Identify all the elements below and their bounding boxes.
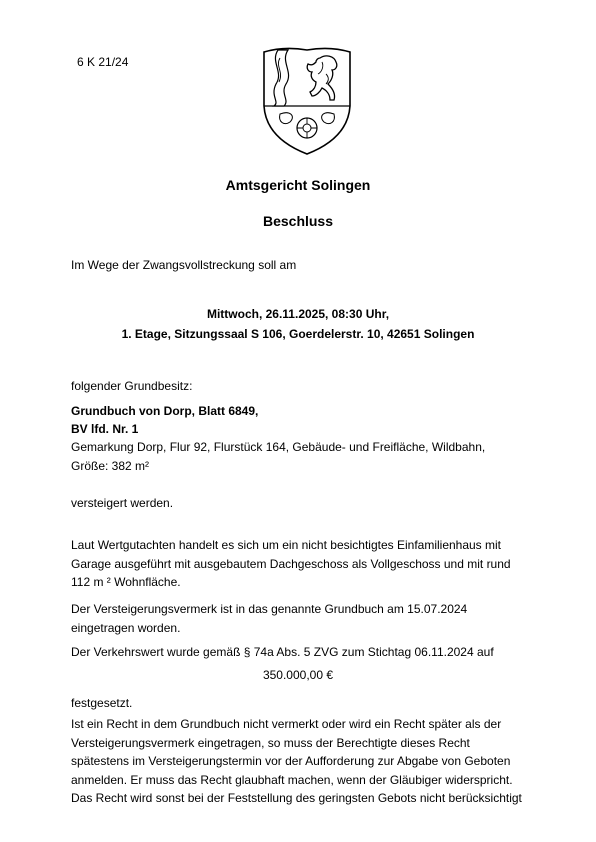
- text-line: eingetragen worden.: [71, 620, 181, 635]
- auction-date: Mittwoch, 26.11.2025, 08:30 Uhr,: [206, 307, 390, 321]
- text-line: Der Versteigerungsvermerk ist in das genannte Grundbuch am 15.07.2024: [71, 602, 468, 616]
- case-number: 6 K 21/24: [77, 55, 129, 69]
- property-intro: folgender Grundbesitz:: [71, 379, 193, 393]
- text-line: Gemarkung Dorp, Flur 92, Flurstück 164, Gebäude- und Freifläche, Wildbahn,: [71, 440, 486, 454]
- text-line: Das Recht wird sonst bei der Feststellung des geringsten Gebots nicht berücksichtigt: [71, 791, 522, 805]
- court-name: Amtsgericht Solingen: [225, 177, 371, 193]
- text-line: 112 m ² Wohnfläche.: [71, 575, 181, 589]
- amount-value: 350.000,00 €: [262, 668, 334, 682]
- festgesetzt-text: festgesetzt.: [71, 696, 133, 710]
- verkehrswert-text: Der Verkehrswert wurde gemäß § 74a Abs. 5 ZVG zum Stichtag 06.11.2024 auf: [71, 645, 494, 659]
- bv-number: BV lfd. Nr. 1: [71, 422, 139, 436]
- document-title: Beschluss: [262, 213, 334, 229]
- text-line: Garage ausgeführt mit ausgebautem Dachgeschoss als Vollgeschoss und mit rund: [71, 556, 511, 571]
- text-line: Laut Wertgutachten handelt es sich um ein nicht besichtigtes Einfamilienhaus mit: [71, 538, 502, 552]
- vermerk-paragraph: [71, 600, 531, 637]
- gemarkung-description: [71, 438, 531, 475]
- text-line: anmelden. Er muss das Recht glaubhaft machen, wenn der Gläubiger widerspricht.: [71, 772, 513, 787]
- versteigert-text: versteigert werden.: [71, 496, 174, 510]
- grundbuch-reference: Grundbuch von Dorp, Blatt 6849,: [71, 404, 259, 418]
- gutachten-paragraph: [71, 536, 531, 592]
- nrw-coat-of-arms-icon: [260, 44, 354, 156]
- text-line: Ist ein Recht in dem Grundbuch nicht vermerkt oder wird ein Recht später als der: [71, 717, 502, 731]
- text-line: spätestens im Versteigerungstermin vor der Aufforderung zur Abgabe von Geboten: [71, 754, 511, 768]
- text-line: Versteigerungsvermerk eingetragen, so muss der Berechtigte dieses Recht: [71, 735, 470, 750]
- recht-paragraph: [71, 715, 531, 808]
- text-line: Größe: 382 m²: [71, 458, 150, 473]
- intro-text: Im Wege der Zwangsvollstreckung soll am: [71, 258, 297, 272]
- auction-location: 1. Etage, Sitzungssaal S 106, Goerdelerstr. 10, 42651 Solingen: [121, 327, 475, 341]
